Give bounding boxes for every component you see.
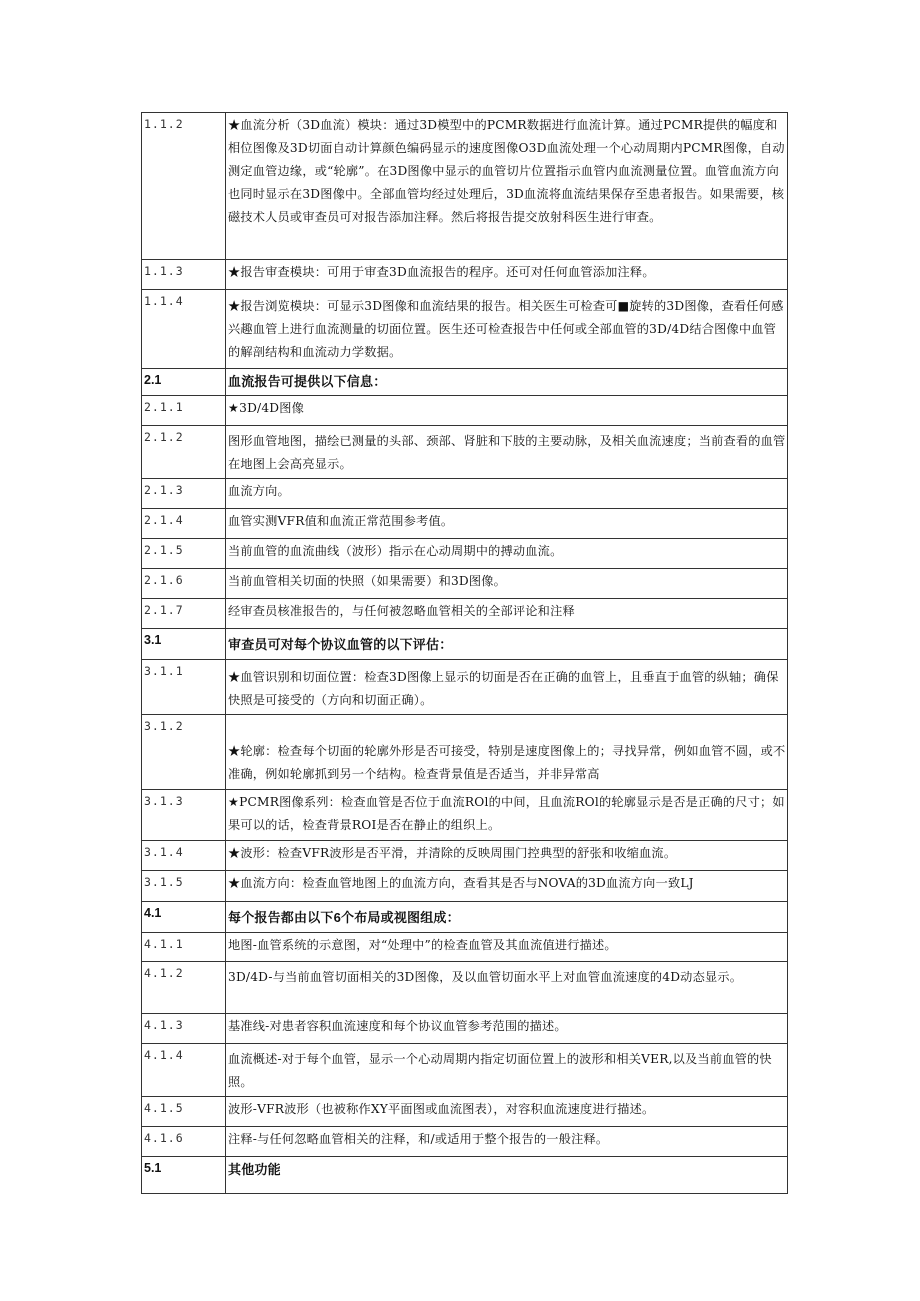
item-text: 经审查员核准报告的，与任何被忽略血管相关的全部评论和注释 [226,599,788,629]
table-row [142,599,788,629]
item-number: 3.1.2 [142,715,226,790]
item-text: ★PCMR图像系列：检查血管是否位于血流ROl的中间，且血流ROl的轮廓显示是否是正确的尺寸；如果可以的话，检查背景ROI是否在静止的组织上。 [226,790,788,841]
item-text: ★3D/4D图像 [226,396,788,426]
table-row [142,396,788,426]
table-row [142,1097,788,1127]
table-row [142,841,788,871]
section-row [142,1157,788,1194]
item-text: ★轮廓：检查每个切面的轮廓外形是否可接受，特别是速度图像上的；寻找异常，例如血管不圆，或不准确，例如轮廓抓到另一个结构。检查背景值是否适当，并非异常高 [226,715,788,790]
section-title: 血流报告可提供以下信息： [226,369,788,396]
item-number: 4.1.3 [142,1014,226,1044]
item-number: 3.1.5 [142,871,226,902]
table-row [142,260,788,290]
item-number: 4.1.6 [142,1127,226,1157]
item-number: 4.1.1 [142,933,226,962]
item-text: 血流概述-对于每个血管，显示一个心动周期内指定切面位置上的波形和相关VER,以及当前血管的快照。 [226,1044,788,1097]
item-number: 4.1.4 [142,1044,226,1097]
section-title: 每个报告都由以下6个布局或视图组成： [226,902,788,933]
table-row [142,1014,788,1044]
item-text: ★血管识别和切面位置：检查3D图像上显示的切面是否在正确的血管上，且垂直于血管的纵轴；确保快照是可接受的（方向和切面正确）。 [226,660,788,715]
table-row [142,933,788,962]
item-text: ★血流方向：检查血管地图上的血流方向，查看其是否与NOVA的3D血流方向一致LJ [226,871,788,902]
item-text: 当前血管的血流曲线（波形）指示在心动周期中的搏动血流。 [226,539,788,569]
item-number: 3.1.1 [142,660,226,715]
item-text: ★报告浏览模块：可显示3D图像和血流结果的报告。相关医生可检查可■旋转的3D图像，查看任何感兴趣血管上进行血流测量的切面位置。医生还可检查报告中任何或全部血管的3D/4D结合图像中血管的解剖结构和血流动力学数据。 [226,290,788,369]
table-row [142,539,788,569]
section-number: 5.1 [142,1157,226,1194]
section-title: 审查员可对每个协议血管的以下评估： [226,629,788,660]
section-number: 3.1 [142,629,226,660]
item-number: 3.1.3 [142,790,226,841]
section-row [142,369,788,396]
section-title: 其他功能 [226,1157,788,1194]
item-text: 血管实测VFR值和血流正常范围参考值。 [226,509,788,539]
item-number: 3.1.4 [142,841,226,871]
item-number: 4.1.2 [142,962,226,1014]
section-row [142,902,788,933]
table-row [142,871,788,902]
item-number: 4.1.5 [142,1097,226,1127]
section-number: 2.1 [142,369,226,396]
table-row [142,290,788,369]
item-number: 1.1.2 [142,113,226,260]
table-row [142,479,788,509]
item-text: 注释-与任何忽略血管相关的注释，和/或适用于整个报告的一般注释。 [226,1127,788,1157]
item-number: 2.1.2 [142,426,226,479]
table-row [142,715,788,790]
item-text: ★波形：检查VFR波形是否平滑，并清除的反映周围门控典型的舒张和收缩血流。 [226,841,788,871]
section-number: 4.1 [142,902,226,933]
item-number: 2.1.1 [142,396,226,426]
table-row [142,790,788,841]
item-text: ★血流分析（3D血流）模块：通过3D模型中的PCMR数据进行血流计算。通过PCMR提供的幅度和相位图像及3D切面自动计算颜色编码显示的速度图像O3D血流处理一个心动周期内PCMR图像，自动测定血管边缘，或“轮廓”。在3D图像中显示的血管切片位置指示血管内血流测量位置。血管血流方向也同时显示在3D图像中。全部血管均经过处理后，3D血流将血流结果保存至患者报告。如果需要，核磁技术人员或审查员可对报告添加注释。然后将报告提交放射科医生进行审查。 [226,113,788,260]
item-number: 2.1.4 [142,509,226,539]
table-row [142,962,788,1014]
table-row [142,509,788,539]
section-row [142,629,788,660]
table-row [142,426,788,479]
item-text: 波形-VFR波形（也被称作XY平面图或血流图表），对容积血流速度进行描述。 [226,1097,788,1127]
table-row [142,569,788,599]
table-row [142,660,788,715]
table-row [142,113,788,260]
item-number: 2.1.3 [142,479,226,509]
item-text: 基准线-对患者容积血流速度和每个协议血管参考范围的描述。 [226,1014,788,1044]
table-row [142,1044,788,1097]
item-text: 当前血管相关切面的快照（如果需要）和3D图像。 [226,569,788,599]
item-text: 图形血管地图，描绘已测量的头部、颈部、肾脏和下肢的主要动脉，及相关血流速度；当前查看的血管在地图上会高亮显示。 [226,426,788,479]
item-number: 1.1.3 [142,260,226,290]
item-text: 血流方向。 [226,479,788,509]
item-number: 1.1.4 [142,290,226,369]
table-row [142,1127,788,1157]
item-number: 2.1.6 [142,569,226,599]
item-text: ★报告审查模块：可用于审查3D血流报告的程序。还可对任何血管添加注释。 [226,260,788,290]
item-text: 3D/4D-与当前血管切面相关的3D图像，及以血管切面水平上对血管血流速度的4D动态显示。 [226,962,788,1014]
item-number: 2.1.7 [142,599,226,629]
item-text: 地图-血管系统的示意图，对“处理中”的检查血管及其血流值进行描述。 [226,933,788,962]
item-number: 2.1.5 [142,539,226,569]
spec-table [141,112,788,1194]
